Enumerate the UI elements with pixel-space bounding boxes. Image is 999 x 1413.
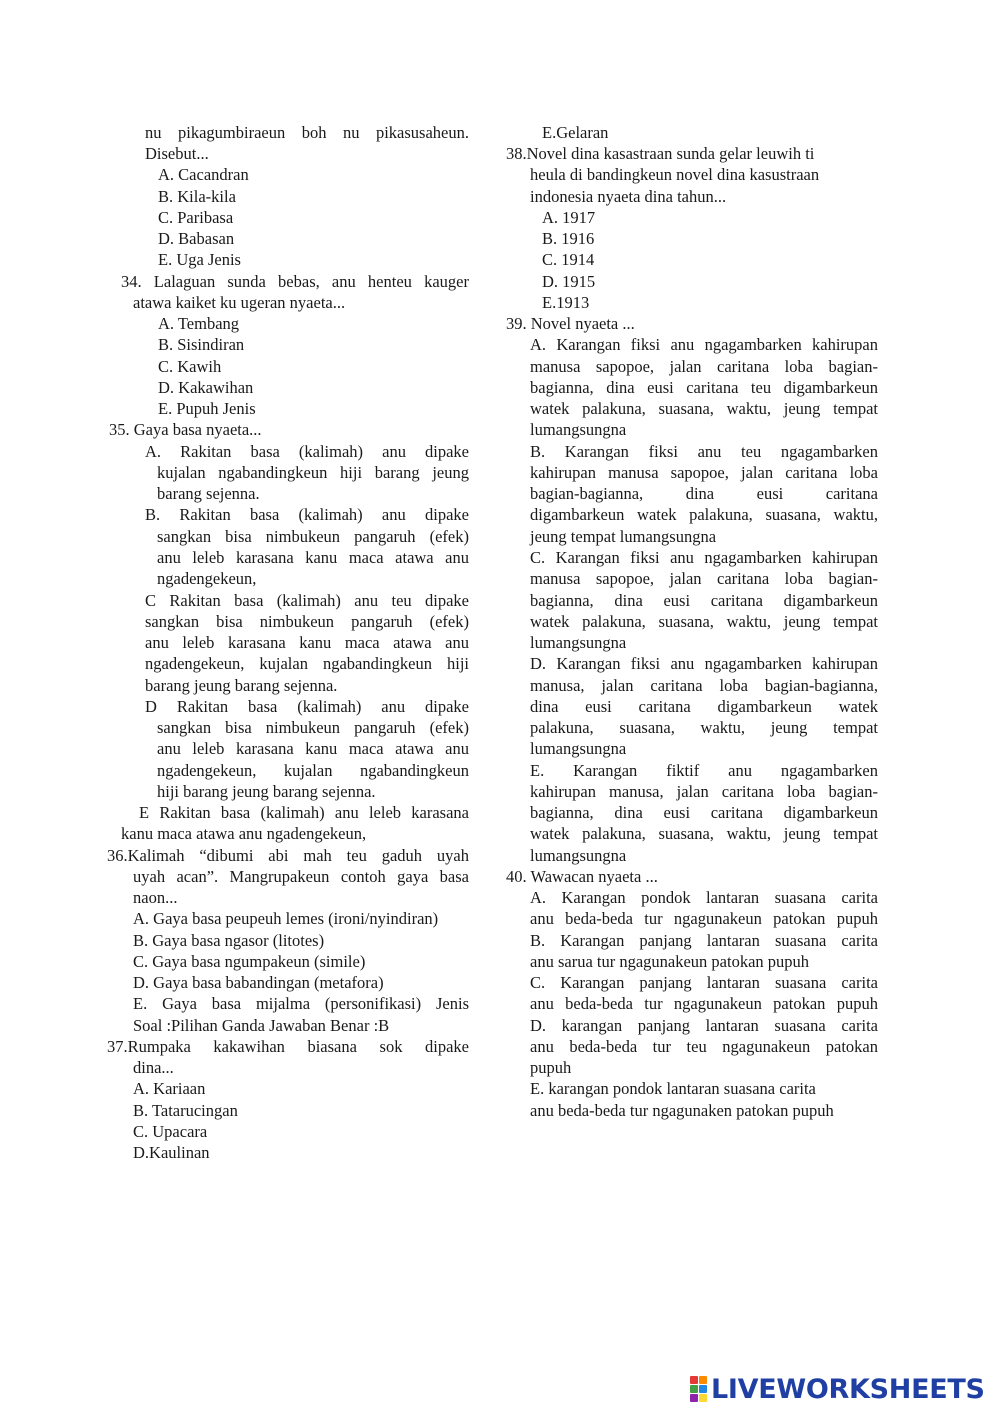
question-34-option: B. Sisindiran xyxy=(158,335,245,354)
question-37-option: B. Tatarucingan xyxy=(133,1101,238,1120)
question-36-stem: uyah acan”. Mangrupakeun contoh gaya basa xyxy=(133,867,469,886)
liveworksheets-logo-text: LIVEWORKSHEETS xyxy=(711,1373,985,1405)
question-33-option: D. Babasan xyxy=(158,229,235,248)
question-38-option: B. 1916 xyxy=(542,229,595,248)
question-39-option-b: jeung tempat lumangsungna xyxy=(530,527,717,546)
liveworksheets-logo[interactable] xyxy=(690,1372,985,1406)
question-40-option-c: C. Karangan panjang lantaran suasana carita xyxy=(530,973,878,992)
question-35-option-b: B. Rakitan basa (kalimah) anu dipake xyxy=(145,505,469,524)
question-37-option: E.Gelaran xyxy=(542,123,609,142)
question-33-option: A. Cacandran xyxy=(158,165,249,184)
question-35-option-c: barang jeung barang sejenna. xyxy=(145,676,338,695)
question-38-option: D. 1915 xyxy=(542,272,596,291)
question-39-option-e: watek palakuna, suasana, waktu, jeung tempat xyxy=(530,824,878,843)
question-38-option: A. 1917 xyxy=(542,208,596,227)
question-38-stem: indonesia nyaeta dina tahun... xyxy=(530,187,727,206)
question-39-stem: 39. Novel nyaeta ... xyxy=(506,314,635,333)
question-37-option: C. Upacara xyxy=(133,1122,208,1141)
question-35-option-b: anu leleb karasana kanu maca atawa anu xyxy=(157,548,469,567)
question-34-stem: atawa kaiket ku ugeran nyaeta... xyxy=(133,293,346,312)
question-34-option: A. Tembang xyxy=(158,314,240,333)
question-37-stem: dina... xyxy=(133,1058,174,1077)
question-33-stem: nu pikagumbiraeun boh nu pikasusaheun. xyxy=(145,123,469,142)
question-35-option-b: sangkan bisa nimbukeun pangaruh (efek) xyxy=(157,527,469,546)
question-34-option: C. Kawih xyxy=(158,357,222,376)
question-37-stem: 37.Rumpaka kakawihan biasana sok dipake xyxy=(107,1037,469,1056)
logo-square xyxy=(699,1385,707,1393)
question-39-option-d: D. Karangan fiksi anu ngagambarken kahirupan xyxy=(530,654,878,673)
question-36-option: A. Gaya basa peupeuh lemes (ironi/nyindiran) xyxy=(133,909,439,928)
question-39-option-c: bagianna, dina eusi caritana digambarkeun xyxy=(530,591,878,610)
question-38-stem: 38.Novel dina kasastraan sunda gelar leuwih ti xyxy=(506,144,815,163)
question-36-option: B. Gaya basa ngasor (litotes) xyxy=(133,931,325,950)
question-39-option-e: lumangsungna xyxy=(530,846,627,865)
question-38-stem: heula di bandingkeun novel dina kasustraan xyxy=(530,165,820,184)
question-38-option: C. 1914 xyxy=(542,250,595,269)
question-35-option-a: kujalan ngabandingkeun hiji barang jeung xyxy=(157,463,469,482)
logo-square xyxy=(699,1376,707,1384)
question-39-option-a: lumangsungna xyxy=(530,420,627,439)
question-38-option: E.1913 xyxy=(542,293,590,312)
question-33-stem: Disebut... xyxy=(145,144,209,163)
question-35-option-d: sangkan bisa nimbukeun pangaruh (efek) xyxy=(157,718,469,737)
question-40-option-a: A. Karangan pondok lantaran suasana carita xyxy=(530,888,878,907)
question-39-option-c: watek palakuna, suasana, waktu, jeung tempat xyxy=(530,612,878,631)
question-39-option-a: manusa sapopoe, jalan caritana loba bagian- xyxy=(530,357,878,376)
question-39-option-d: manusa, jalan caritana loba bagian-bagianna, xyxy=(530,676,878,695)
question-40-option-d: pupuh xyxy=(530,1058,572,1077)
question-35-option-d: anu leleb karasana kanu maca atawa anu xyxy=(157,739,469,758)
question-36-stem: 36.Kalimah “dibumi abi mah teu gaduh uyah xyxy=(107,846,469,865)
liveworksheets-logo-icon xyxy=(690,1376,707,1402)
logo-square xyxy=(690,1385,698,1393)
question-36-answer: Soal :Pilihan Ganda Jawaban Benar :B xyxy=(133,1016,390,1035)
question-40-option-b: anu sarua tur ngagunakeun patokan pupuh xyxy=(530,952,810,971)
question-33-option: C. Paribasa xyxy=(158,208,234,227)
question-35-option-d: D Rakitan basa (kalimah) anu dipake xyxy=(145,697,469,716)
question-40-option-e: E. karangan pondok lantaran suasana carita xyxy=(530,1079,816,1098)
question-39-option-e: bagianna, dina eusi caritana digambarkeun xyxy=(530,803,878,822)
question-40-option-d: anu beda-beda tur teu ngagunakeun patokan xyxy=(530,1037,878,1056)
question-39-option-d: dina eusi caritana digambarkeun watek xyxy=(530,697,878,716)
question-40-option-c: anu beda-beda tur ngagunakeun patokan pupuh xyxy=(530,994,878,1013)
question-35-option-d: ngadengekeun, kujalan ngabandingkeun xyxy=(157,761,469,780)
logo-square xyxy=(690,1394,698,1402)
question-36-stem: naon... xyxy=(133,888,178,907)
question-39-option-e: E. Karangan fiktif anu ngagambarken xyxy=(530,761,878,780)
question-35-option-c: sangkan bisa nimbukeun pangaruh (efek) xyxy=(145,612,469,631)
question-39-option-c: manusa sapopoe, jalan caritana loba bagian- xyxy=(530,569,878,588)
question-39-option-a: watek palakuna, suasana, waktu, jeung tempat xyxy=(530,399,878,418)
question-34-option: E. Pupuh Jenis xyxy=(158,399,256,418)
question-39-option-e: kahirupan manusa, jalan caritana loba bagian- xyxy=(530,782,878,801)
question-35-option-c: ngadengekeun, kujalan ngabandingkeun hiji xyxy=(145,654,469,673)
question-39-option-b: bagian-bagianna, dina eusi caritana xyxy=(530,484,878,503)
question-35-option-c: anu leleb karasana kanu maca atawa anu xyxy=(145,633,469,652)
question-39-option-b: B. Karangan fiksi anu teu ngagambarken xyxy=(530,442,878,461)
question-33-option: B. Kila-kila xyxy=(158,187,236,206)
logo-square xyxy=(690,1376,698,1384)
question-35-option-a: A. Rakitan basa (kalimah) anu dipake xyxy=(145,442,469,461)
question-39-option-d: palakuna, suasana, waktu, jeung tempat xyxy=(530,718,878,737)
logo-square xyxy=(699,1394,707,1402)
question-36-option: E. Gaya basa mijalma (personifikasi) Jenis xyxy=(133,994,469,1013)
question-39-option-c: lumangsungna xyxy=(530,633,627,652)
question-40-option-b: B. Karangan panjang lantaran suasana carita xyxy=(530,931,878,950)
question-35-option-e: kanu maca atawa anu ngadengekeun, xyxy=(121,824,367,843)
question-34-stem: 34. Lalaguan sunda bebas, anu henteu kauger xyxy=(121,272,469,291)
question-35-option-e: E Rakitan basa (kalimah) anu leleb karasana xyxy=(139,803,469,822)
question-39-option-a: bagianna, dina eusi caritana teu digambarkeun xyxy=(530,378,878,397)
question-35-option-a: barang sejenna. xyxy=(157,484,260,503)
question-37-option: A. Kariaan xyxy=(133,1079,206,1098)
question-33-option: E. Uga Jenis xyxy=(158,250,241,269)
question-35-stem: 35. Gaya basa nyaeta... xyxy=(109,420,262,439)
question-37-option: D.Kaulinan xyxy=(133,1143,210,1162)
question-34-option: D. Kakawihan xyxy=(158,378,254,397)
question-36-option: C. Gaya basa ngumpakeun (simile) xyxy=(133,952,366,971)
question-35-option-d: hiji barang jeung barang sejenna. xyxy=(157,782,376,801)
question-39-option-b: kahirupan manusa sapopoe, jalan caritana loba xyxy=(530,463,878,482)
question-39-option-c: C. Karangan fiksi anu ngagambarken kahirupan xyxy=(530,548,878,567)
question-39-option-b: digambarkeun watek palakuna, suasana, waktu, xyxy=(530,505,878,524)
question-36-option: D. Gaya basa babandingan (metafora) xyxy=(133,973,384,992)
question-39-option-a: A. Karangan fiksi anu ngagambarken kahirupan xyxy=(530,335,878,354)
question-40-option-a: anu beda-beda tur ngagunakeun patokan pupuh xyxy=(530,909,878,928)
question-40-option-e: anu beda-beda tur ngagunaken patokan pupuh xyxy=(530,1101,834,1120)
question-35-option-c: C Rakitan basa (kalimah) anu teu dipake xyxy=(145,591,469,610)
question-35-option-b: ngadengekeun, xyxy=(157,569,257,588)
question-39-option-d: lumangsungna xyxy=(530,739,627,758)
question-40-option-d: D. karangan panjang lantaran suasana carita xyxy=(530,1016,878,1035)
question-40-stem: 40. Wawacan nyaeta ... xyxy=(506,867,658,886)
